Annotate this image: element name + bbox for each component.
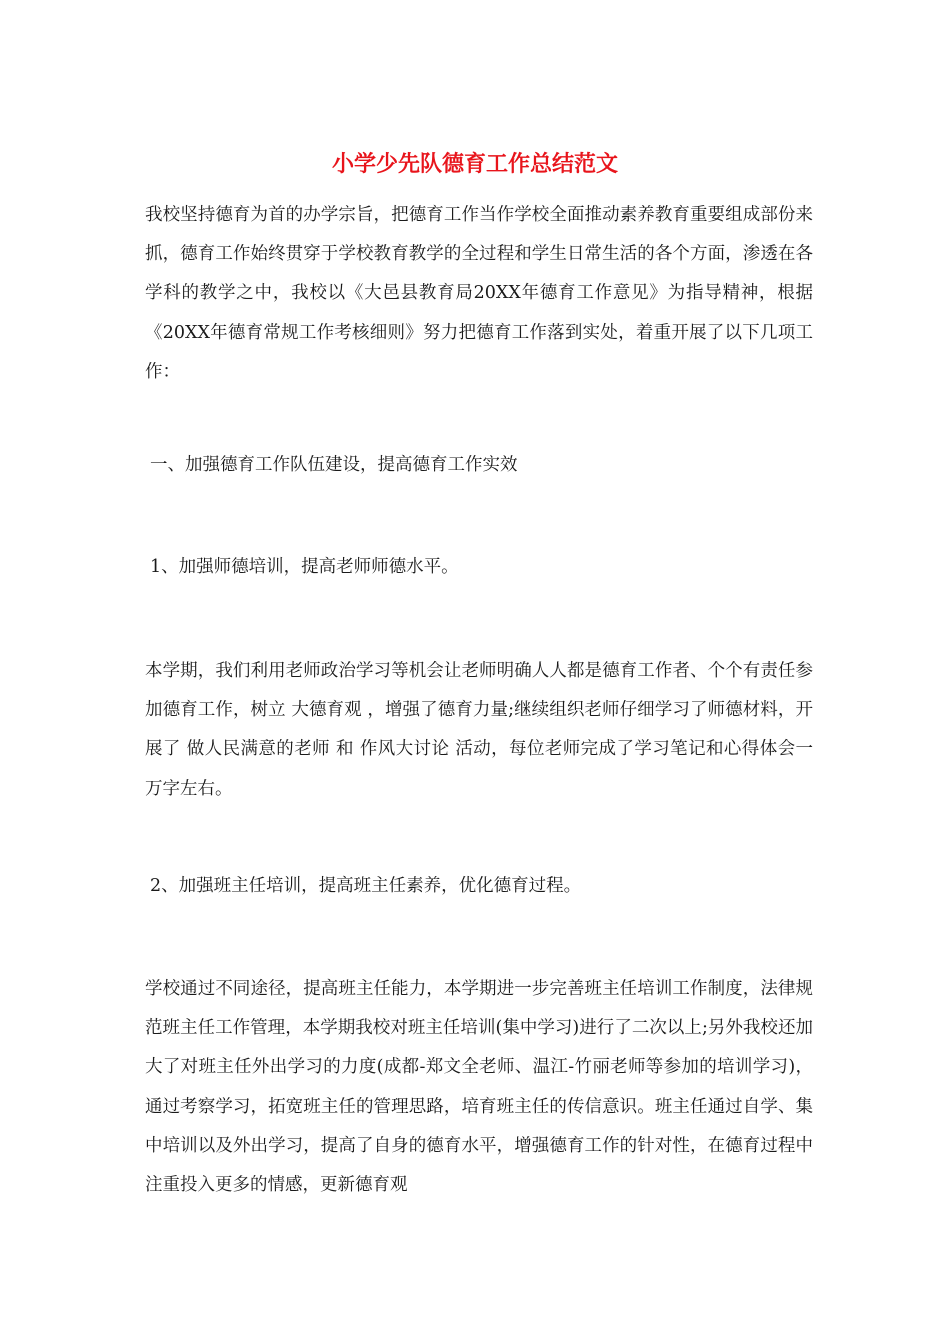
subsection-1-paragraph: 本学期，我们利用老师政治学习等机会让老师明确人人都是德育工作者、个个有责任参加德育工作，树立 大德育观 ，增强了德育力量;继续组织老师仔细学习了师德材料，开展了 做人民满意的老师 和 作风大讨论 活动，每位老师完成了学习笔记和心得体会一万字左右。 bbox=[145, 661, 813, 799]
section-heading-1: 一、加强德育工作队伍建设，提高德育工作实效 bbox=[150, 455, 518, 475]
subsection-heading-2: 2、加强班主任培训，提高班主任素养，优化德育过程。 bbox=[150, 876, 582, 896]
document-title: 小学少先队德育工作总结范文 bbox=[331, 152, 618, 177]
subsection-heading-1: 1、加强师德培训，提高老师师德水平。 bbox=[150, 557, 459, 577]
subsection-2-paragraph: 学校通过不同途径，提高班主任能力，本学期进一步完善班主任培训工作制度，法律规范班主任工作管理，本学期我校对班主任培训(集中学习)进行了二次以上;另外我校还加大了对班主任外出学习的力度(成都-郑文全老师、温江-竹丽老师等参加的培训学习)，通过考察学习，拓宽班主任的管理思路，培育班主任的传信意识。班主任通过自学、集中培训以及外出学习，提高了自身的德育水平，增强德育工作的针对性，在德育过程中注重投入更多的情感，更新德育观 bbox=[145, 979, 813, 1196]
intro-paragraph: 我校坚持德育为首的办学宗旨，把德育工作当作学校全面推动素养教育重要组成部份来抓，德育工作始终贯穿于学校教育教学的全过程和学生日常生活的各个方面，渗透在各学科的教学之中，我校以《大邑县教育局20XX年德育工作意见》为指导精神，根据《20XX年德育常规工作考核细则》努力把德育工作落到实处，着重开展了以下几项工作： bbox=[145, 205, 813, 382]
